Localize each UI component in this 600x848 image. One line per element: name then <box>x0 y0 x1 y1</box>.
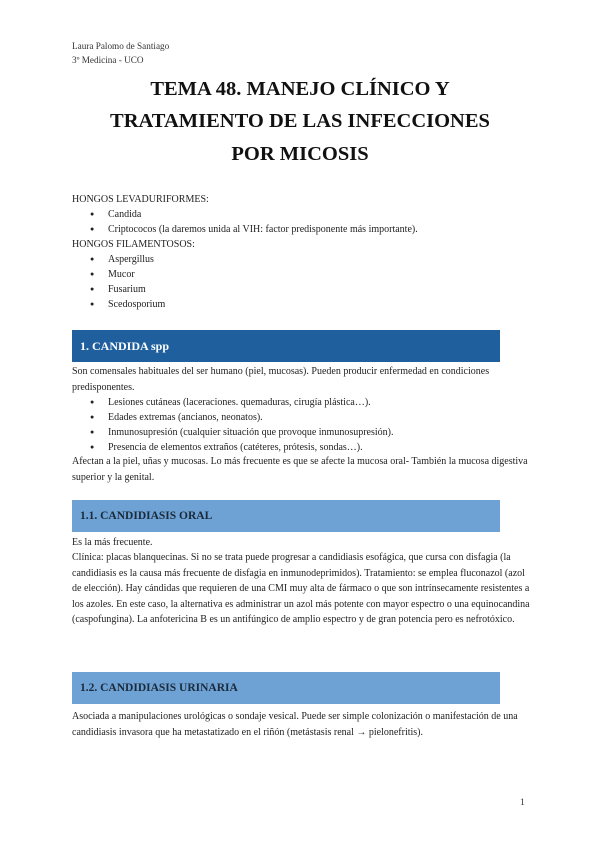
list-item: ● Lesiones cutáneas (laceraciones. quemaduras, cirugía plástica…). <box>90 397 371 408</box>
bullet-icon: ● <box>90 225 95 233</box>
list-item: ● Mucor <box>90 269 135 280</box>
section-heading-oral-candidiasis: 1.1. CANDIDIASIS ORAL <box>72 500 500 532</box>
urinary-candidiasis-paragraph: Asociada a manipulaciones urológicas o sondaje vesical. Puede ser simple colonización o manifestación de una candidiasis invasora que ha metastatizado en el riñón (metástasis renal → pielonefritis). <box>72 711 518 738</box>
bullet-icon: ● <box>90 285 95 293</box>
bullet-icon: ● <box>90 300 95 308</box>
filament-heading: HONGOS FILAMENTOSOS: <box>72 239 195 250</box>
course-label: 3º Medicina - UCO <box>72 55 144 65</box>
list-item: ● Criptococos (la daremos unida al VIH: factor predisponente más importante). <box>90 224 418 235</box>
list-item: ● Scedosporium <box>90 299 166 310</box>
yeast-heading: HONGOS LEVADURIFORMES: <box>72 194 209 205</box>
section-heading-urinary-candidiasis: 1.2. CANDIDIASIS URINARIA <box>72 672 500 704</box>
bullet-icon: ● <box>90 443 95 451</box>
section-heading-candida: 1. CANDIDA spp <box>72 330 500 362</box>
author-name: Laura Palomo de Santiago <box>72 41 170 51</box>
bullet-icon: ● <box>90 428 95 436</box>
list-item: ● Presencia de elementos extraños (catéteres, prótesis, sondas…). <box>90 442 363 453</box>
bullet-icon: ● <box>90 398 95 406</box>
list-item: ● Fusarium <box>90 284 146 295</box>
bullet-icon: ● <box>90 413 95 421</box>
candida-sites-paragraph: Afectan a la piel, uñas y mucosas. Lo más frecuente es que se afecte la mucosa oral- También la mucosa digestiva superior y la genital. <box>72 456 528 483</box>
list-item: ● Inmunosupresión (cualquier situación que provoque inmunosupresión). <box>90 427 394 438</box>
page-number: 1 <box>520 798 525 808</box>
list-item: ● Aspergillus <box>90 254 154 265</box>
oral-candidiasis-first-line: Es la más frecuente. <box>72 537 153 548</box>
oral-candidiasis-paragraph: Clínica: placas blanquecinas. Si no se trata puede progresar a candidiasis esofágica, que cursa con disfagia (la candidiasis es la causa más frecuente de disfagia en inmunodeprimidos). Tratamiento: se emplea fluconazol (azol de elección). Hay cándidas que requieren de una CMI muy alta de fármaco o que son intrínsecamente resistentes a los azoles. En este caso, la alternativa es administrar un azol más potente con mayor espectro o una equinocandina (caspofungina). La anfotericina B es un antifúngico de amplio espectro y de gran potencia pero es nefrotóxico. <box>72 552 530 625</box>
list-item: ● Edades extremas (ancianos, neonatos). <box>90 412 263 423</box>
page-title-line-3: POR MICOSIS <box>231 143 369 165</box>
bullet-icon: ● <box>90 255 95 263</box>
page-title-line-1: TEMA 48. MANEJO CLÍNICO Y <box>150 78 450 100</box>
bullet-icon: ● <box>90 270 95 278</box>
bullet-icon: ● <box>90 210 95 218</box>
candida-intro-paragraph: Son comensales habituales del ser humano (piel, mucosas). Pueden producir enfermedad en condiciones predisponentes. <box>72 366 490 393</box>
page-title-line-2: TRATAMIENTO DE LAS INFECCIONES <box>110 110 490 132</box>
list-item: ● Candida <box>90 209 142 220</box>
